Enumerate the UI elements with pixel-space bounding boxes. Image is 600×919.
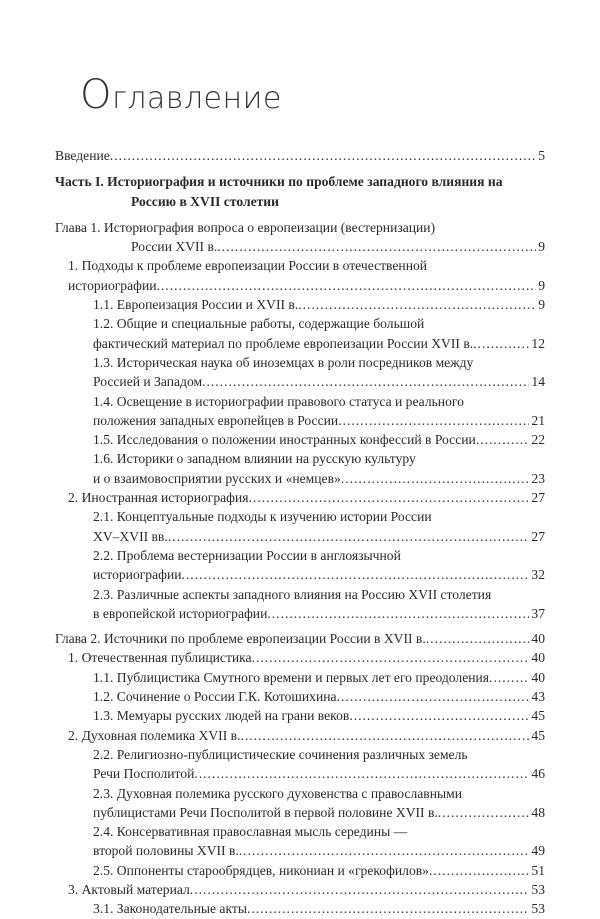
page-number: 5 [538, 148, 545, 163]
toc-entry-text: 2. Духовная полемика XVII в. [68, 727, 241, 743]
page-number: 43 [531, 689, 545, 705]
toc-entry-text: в европейской историографии [93, 605, 268, 621]
dot-leader [267, 604, 529, 623]
title-initial: О [80, 72, 112, 118]
page-number: 45 [531, 727, 545, 743]
toc-entry-text: 1.5. Исследования о положении иностранных конфессий в России [93, 432, 476, 448]
dot-leader [252, 648, 530, 667]
toc-entry[interactable] [55, 861, 545, 880]
toc-entry[interactable] [55, 172, 545, 211]
dot-leader [337, 687, 530, 706]
page-number: 12 [531, 335, 545, 351]
toc-entry-text: фактический материал по проблеме европеизации России XVII в. [93, 335, 474, 351]
toc-entry-text: второй половины XVII в. [93, 843, 239, 859]
toc-entry[interactable] [55, 507, 545, 546]
page-number: 9 [538, 277, 545, 293]
page-number: 27 [531, 490, 545, 506]
toc-entry-text: XV–XVII вв. [93, 528, 168, 544]
dot-leader [110, 146, 536, 165]
page-number: 9 [538, 297, 545, 313]
table-of-contents [55, 146, 545, 919]
dot-leader [438, 803, 530, 822]
page-number: 51 [531, 862, 545, 878]
toc-entry[interactable] [55, 899, 545, 918]
dot-leader [217, 237, 536, 256]
toc-entry[interactable] [55, 706, 545, 725]
dot-leader [239, 841, 530, 860]
page-number: 48 [531, 804, 545, 820]
toc-entry[interactable] [55, 668, 545, 687]
toc-entry[interactable] [55, 449, 545, 488]
toc-entry[interactable] [55, 687, 545, 706]
page-number: 21 [531, 412, 545, 428]
toc-entry-text: 1.2. Общие и специальные работы, содержащие большой [93, 316, 425, 332]
dot-leader [473, 334, 529, 353]
toc-entry[interactable] [55, 648, 545, 667]
toc-entry[interactable] [55, 745, 545, 784]
toc-entry-text: Речи Посполитой [93, 766, 195, 782]
toc-entry-text: 1.6. Историки о западном влиянии на русскую культуру [93, 451, 416, 467]
toc-entry-text: 2.2. Проблема вестернизации России в англоязычной [93, 547, 401, 563]
toc-entry-text: историографии [93, 567, 182, 583]
toc-entry-text: положения западных европейцев в России [93, 412, 339, 428]
page-number: 32 [531, 567, 545, 583]
toc-entry[interactable] [55, 629, 545, 648]
toc-entry-text: 1.3. Мемуары русских людей на грани веков [93, 708, 350, 724]
page-number: 37 [531, 605, 545, 621]
toc-entry-text: Глава 1. Историография вопроса о европеизации (вестернизации) [55, 219, 436, 235]
toc-entry-text: 3.1. Законодательные акты [93, 901, 247, 917]
page-number: 40 [531, 631, 545, 647]
toc-entry[interactable] [55, 353, 545, 392]
toc-entry-text: 2.1. Концептуальные подходы к изучению истории России [93, 509, 432, 525]
page-number: 40 [531, 650, 545, 666]
toc-entry-text: Россией и Западом [93, 374, 203, 390]
toc-entry[interactable] [55, 726, 545, 745]
toc-entry-text: историографии [68, 277, 157, 293]
dot-leader [429, 861, 529, 880]
dot-leader [168, 527, 530, 546]
page-number: 9 [538, 239, 545, 255]
dot-leader [341, 469, 530, 488]
page-number: 49 [531, 843, 545, 859]
toc-entry[interactable] [55, 585, 545, 624]
page-number: 46 [531, 766, 545, 782]
page-number: 22 [531, 432, 545, 448]
toc-entry-text: 1.1. Европеизация России и XVII в. [93, 297, 299, 313]
toc-entry-text: Россию в XVII столетии [131, 193, 279, 209]
dot-leader [426, 629, 530, 648]
toc-entry-text: Часть I. Историография и источники по проблеме западного влияния на [55, 174, 503, 190]
dot-leader [476, 430, 530, 449]
dot-leader [157, 276, 537, 295]
toc-entry-text: Введение [55, 148, 110, 163]
page-number: 40 [531, 669, 545, 685]
page-number: 14 [531, 374, 545, 390]
dot-leader [489, 668, 529, 687]
toc-entry[interactable] [55, 392, 545, 431]
toc-entry-text: и о взаимовосприятии русских и «немцев» [93, 470, 341, 486]
toc-entry[interactable] [55, 256, 545, 295]
dot-leader [247, 899, 529, 918]
page-title [80, 72, 282, 118]
dot-leader [240, 726, 529, 745]
dot-leader [338, 411, 529, 430]
toc-entry[interactable] [55, 218, 545, 257]
page-number: 53 [531, 901, 545, 917]
toc-entry[interactable] [55, 430, 545, 449]
toc-entry-text: 2.3. Духовная полемика русского духовенства с православными [93, 785, 462, 801]
toc-entry[interactable] [55, 146, 545, 165]
toc-entry-text: 2.5. Оппоненты старообрядцев, никониан и «грекофилов» [93, 862, 429, 878]
toc-entry-text: 1.2. Сочинение о России Г.К. Котошихина [93, 689, 337, 705]
dot-leader [202, 372, 529, 391]
dot-leader [298, 295, 536, 314]
dot-leader [349, 706, 529, 725]
dot-leader [182, 565, 530, 584]
dot-leader [194, 764, 529, 783]
toc-entry-text: Глава 2. Источники по проблеме европеизации России в XVII в. [55, 631, 426, 647]
toc-entry[interactable] [55, 295, 545, 314]
toc-entry-text: 2.4. Консервативная православная мысль середины — [93, 824, 408, 840]
page-number: 53 [531, 881, 545, 897]
toc-entry-text: 1. Отечественная публицистика [68, 650, 252, 666]
page-number: 27 [531, 528, 545, 544]
toc-entry[interactable] [55, 546, 545, 585]
toc-entry-text: 2. Иностранная историография [68, 490, 249, 506]
toc-entry-text: 3. Актовый материал [68, 881, 190, 897]
toc-entry[interactable] [55, 784, 545, 823]
toc-entry-text: 1. Подходы к проблеме европеизации России в отечественной [68, 258, 428, 274]
toc-entry-text: 1.4. Освещение в историографии правового статуса и реального [93, 393, 464, 409]
toc-entry-text: 2.2. Религиозно-публицистические сочинения различных земель [93, 746, 468, 762]
toc-entry[interactable] [55, 314, 545, 353]
toc-entry-text: 1.3. Историческая наука об иноземцах в роли посредников между [93, 354, 474, 370]
title-rest: главление [111, 81, 282, 116]
toc-entry[interactable] [55, 488, 545, 507]
page-number: 23 [531, 470, 545, 486]
toc-entry-text: публицистами Речи Посполитой в первой половине XVII в. [93, 804, 438, 820]
dot-leader [249, 488, 530, 507]
toc-entry-text: России XVII в. [131, 239, 218, 255]
page-number: 45 [531, 708, 545, 724]
toc-entry-text: 1.1. Публицистика Смутного времени и первых лет его преодоления [93, 669, 490, 685]
toc-entry-text: 2.3. Различные аспекты западного влияния на Россию XVII столетия [93, 586, 492, 602]
toc-entry[interactable] [55, 822, 545, 861]
